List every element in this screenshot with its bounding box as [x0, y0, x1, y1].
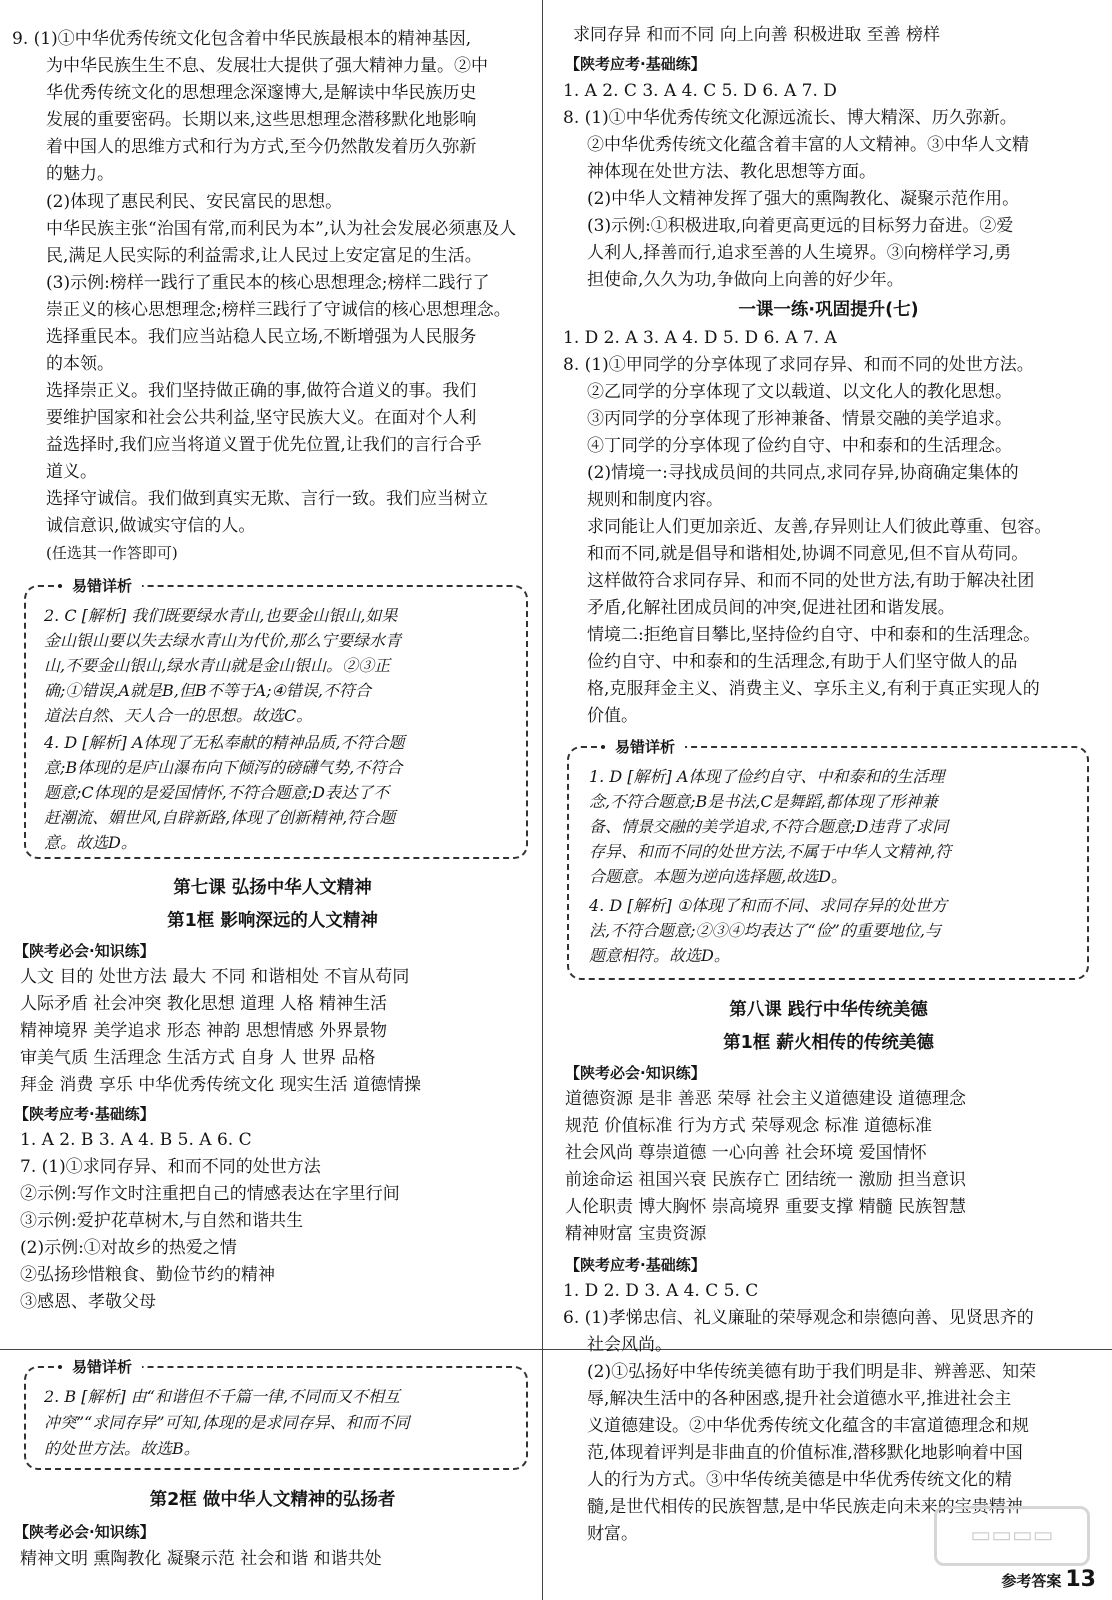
text-line: 中华民族主张“治国有常,而利民为本”,认为社会发展必须惠及人 — [46, 219, 517, 239]
text-line: 民,满足人民实际的利益需求,让人民过上安定富足的生活。 — [46, 246, 482, 266]
answer-line: 辱,解决生活中的各种困惑,提升社会道德水平,推进社会主 — [587, 1389, 1012, 1409]
answer-line: 人的行为方式。③中华传统美德是中华优秀传统文化的精 — [587, 1470, 1012, 1490]
box-title: 易错详析 — [62, 575, 142, 596]
answer-line: 8. (1)①中华优秀传统文化源远流长、博大精深、历久弥新。 — [563, 108, 1017, 128]
keyword-line: 人文 目的 处世方法 最大 不同 和谐相处 不盲从苟同 — [20, 967, 410, 987]
section-tag: 【陕考应考·基础练】 — [14, 1105, 155, 1123]
answer-line: 7. (1)①求同存异、和而不同的处世方法 — [20, 1157, 321, 1177]
frame-title: 第1框 影响深远的人文精神 — [167, 911, 378, 931]
section-tag: 【陕考应考·基础练】 — [565, 1256, 706, 1274]
box-line: 2. C [解析] 我们既要绿水青山,也要金山银山,如果 — [44, 606, 398, 625]
answer-line: ③丙同学的分享体现了形神兼备、情景交融的美学追求。 — [587, 409, 1012, 429]
keyword-line: 前途命运 祖国兴衰 民族存亡 团结统一 激励 担当意识 — [565, 1170, 967, 1190]
box-line: 1. D [解析] A体现了俭约自守、中和泰和的生活理 — [589, 767, 945, 786]
error-analysis-box — [24, 1358, 528, 1470]
box-line: 4. D [解析] A体现了无私奉献的精神品质,不符合题 — [44, 733, 405, 752]
answer-line: 社会风尚。 — [587, 1335, 672, 1355]
answer-line: 义道德建设。②中华优秀传统文化蕴含的丰富道德理念和规 — [587, 1416, 1029, 1436]
answer-line: 担使命,久久为功,争做向上向善的好少年。 — [587, 270, 904, 290]
keyword-line: 道德资源 是非 善恶 荣辱 社会主义道德建设 道德理念 — [565, 1089, 967, 1109]
box-line: 的处世方法。故选B。 — [44, 1439, 200, 1458]
box-line: 法,不符合题意;②③④均表达了“俭”的重要地位,与 — [589, 921, 941, 940]
answer-line: 1. D 2. D 3. A 4. C 5. C — [563, 1281, 759, 1301]
keyword-line: 社会风尚 尊崇道德 一心向善 社会环境 爱国情怀 — [565, 1143, 927, 1163]
text-line: 要维护国家和社会公共利益,坚守民族大义。在面对个人利 — [46, 408, 477, 428]
answer-line: 求同能让人们更加亲近、友善,存异则让人们彼此尊重、包容。 — [587, 517, 1052, 537]
text-line: 选择崇正义。我们坚持做正确的事,做符合道义的事。我们 — [46, 381, 477, 401]
box-line: 4. D [解析] ①体现了和而不同、求同存异的处世方 — [589, 896, 948, 915]
text-line: (3)示例:榜样一践行了重民本的核心思想理念;榜样二践行了 — [46, 273, 490, 293]
box-line: 意。故选D。 — [44, 833, 137, 852]
keyword-line: 求同存异 和而不同 向上向善 积极进取 至善 榜样 — [573, 25, 941, 45]
answer-line: 1. D 2. A 3. A 4. D 5. D 6. A 7. A — [563, 328, 837, 348]
box-line: 题意相符。故选D。 — [589, 946, 730, 965]
box-line: 合题意。本题为逆向选择题,故选D。 — [589, 867, 847, 886]
text-line: 的魅力。 — [46, 164, 114, 184]
box-line: 确;①错误,A就是B,但B不等于A;④错误,不符合 — [44, 681, 372, 700]
answer-line: 情境二:拒绝盲目攀比,坚持俭约自守、中和泰和的生活理念。 — [587, 625, 1041, 645]
answer-line: ②中华优秀传统文化蕴含着丰富的人文精神。③中华人文精 — [587, 135, 1029, 155]
text-line: 诚信意识,做诚实守信的人。 — [46, 516, 256, 536]
box-line: 意;B体现的是庐山瀑布向下倾泻的磅礴气势,不符合 — [44, 758, 403, 777]
answer-line: 价值。 — [587, 706, 638, 726]
answer-line: 髓,是世代相传的民族智慧,是中华民族走向未来的宝贵精神 — [587, 1497, 1023, 1517]
box-line: 念,不符合题意;B是书法,C是舞蹈,都体现了形神兼 — [589, 792, 938, 811]
section-tag: 【陕考应考·基础练】 — [565, 55, 706, 73]
text-line: 的本领。 — [46, 354, 114, 374]
answer-line: (2)示例:①对故乡的热爱之情 — [20, 1238, 237, 1258]
text-line: 着中国人的思维方式和行为方式,至今仍然散发着历久弥新 — [46, 137, 477, 157]
error-analysis-box — [567, 738, 1089, 980]
lesson-title: 第七课 弘扬中华人文精神 — [173, 878, 372, 898]
answer-line: (2)①弘扬好中华传统美德有助于我们明是非、辨善恶、知荣 — [587, 1362, 1037, 1382]
section-tag: 【陕考必会·知识练】 — [14, 1523, 155, 1541]
answer-line: 矛盾,化解社团成员间的冲突,促进社团和谐发展。 — [587, 598, 955, 618]
box-line: 冲突”“求同存异”可知,体现的是求同存异、和而不同 — [44, 1413, 410, 1432]
section-divider — [0, 1349, 1112, 1350]
text-line: 华优秀传统文化的思想理念深邃博大,是解读中华民族历史 — [46, 83, 477, 103]
answer-line: 财富。 — [587, 1524, 638, 1544]
answer-line: 6. (1)孝悌忠信、礼义廉耻的荣辱观念和崇德向善、见贤思齐的 — [563, 1308, 1034, 1328]
answer-line: (3)示例:①积极进取,向着更高更远的目标努力奋进。②爱 — [587, 216, 1014, 236]
answer-line: 格,克服拜金主义、消费主义、享乐主义,有利于真正实现人的 — [587, 679, 1040, 699]
box-title: 易错详析 — [62, 1356, 142, 1377]
text-line: (任选其一作答即可) — [46, 544, 178, 562]
text-line: 崇正义的核心思想理念;榜样三践行了守诚信的核心思想理念。 — [46, 300, 511, 320]
text-line: 选择守诚信。我们做到真实无欺、言行一致。我们应当树立 — [46, 489, 488, 509]
answer-line: 规则和制度内容。 — [587, 490, 723, 510]
keyword-line: 人伦职责 博大胸怀 崇高境界 重要支撑 精髓 民族智慧 — [565, 1197, 967, 1217]
keyword-line: 规范 价值标准 行为方式 荣辱观念 标准 道德标准 — [565, 1116, 933, 1136]
text-line: 9. (1)①中华优秀传统文化包含着中华民族最根本的精神基因, — [12, 29, 472, 49]
watermark: ▭▭▭▭ — [934, 1506, 1090, 1566]
answer-line: 8. (1)①甲同学的分享体现了求同存异、和而不同的处世方法。 — [563, 355, 1034, 375]
review-title: 一课一练·巩固提升(七) — [738, 300, 919, 320]
keyword-line: 精神财富 宝贵资源 — [565, 1224, 707, 1244]
answer-line: ③示例:爱护花草树木,与自然和谐共生 — [20, 1211, 304, 1231]
frame-title: 第2框 做中华人文精神的弘扬者 — [149, 1490, 396, 1510]
text-line: 选择重民本。我们应当站稳人民立场,不断增强为人民服务 — [46, 327, 477, 347]
answer-line: 和而不同,就是倡导和谐相处,协调不同意见,但不盲从苟同。 — [587, 544, 1029, 564]
answer-line: ②弘扬珍惜粮食、勤俭节约的精神 — [20, 1265, 275, 1285]
keyword-line: 人际矛盾 社会冲突 教化思想 道理 人格 精神生活 — [20, 994, 388, 1014]
box-line: 备、情景交融的美学追求,不符合题意;D违背了求同 — [589, 817, 949, 836]
text-line: 发展的重要密码。长期以来,这些思想理念潜移默化地影响 — [46, 110, 477, 130]
text-line: 益选择时,我们应当将道义置于优先位置,让我们的言行合乎 — [46, 435, 482, 455]
answer-line: ④丁同学的分享体现了俭约自守、中和泰和的生活理念。 — [587, 436, 1012, 456]
footer-label: 参考答案 — [1001, 1572, 1062, 1590]
box-line: 赶潮流、媚世风,自辟新路,体现了创新精神,符合题 — [44, 808, 396, 827]
answer-line: ②示例:写作文时注重把自己的情感表达在字里行间 — [20, 1184, 400, 1204]
box-title: 易错详析 — [605, 736, 685, 757]
text-line: 为中华民族生生不息、发展壮大提供了强大精神力量。②中 — [46, 56, 488, 76]
keyword-line: 精神文明 熏陶教化 凝聚示范 社会和谐 和谐共处 — [20, 1549, 382, 1569]
column-divider — [542, 0, 543, 1600]
answer-line: 俭约自守、中和泰和的生活理念,有助于人们坚守做人的品 — [587, 652, 1018, 672]
box-line: 题意;C体现的是爱国情怀,不符合题意;D表达了不 — [44, 783, 389, 802]
answer-line: 1. A 2. B 3. A 4. B 5. A 6. C — [20, 1130, 252, 1150]
error-analysis-box — [24, 577, 528, 859]
answer-line: ②乙同学的分享体现了文以载道、以文化人的教化思想。 — [587, 382, 1012, 402]
answer-line: 1. A 2. C 3. A 4. C 5. D 6. A 7. D — [563, 81, 837, 101]
frame-title: 第1框 薪火相传的传统美德 — [723, 1033, 934, 1053]
lesson-title: 第八课 践行中华传统美德 — [729, 1000, 928, 1020]
answer-line: 神体现在处世方法、教化思想等方面。 — [587, 162, 876, 182]
box-line: 道法自然、天人合一的思想。故选C。 — [44, 706, 313, 725]
answer-line: (2)情境一:寻找成员间的共同点,求同存异,协商确定集体的 — [587, 463, 1019, 483]
section-tag: 【陕考必会·知识练】 — [565, 1064, 706, 1082]
keyword-line: 拜金 消费 享乐 中华优秀传统文化 现实生活 道德情操 — [20, 1075, 422, 1095]
answer-line: 人利人,择善而行,追求至善的人生境界。③向榜样学习,勇 — [587, 243, 1012, 263]
box-line: 金山银山要以失去绿水青山为代价,那么宁要绿水青 — [44, 631, 402, 650]
answer-line: (2)中华人文精神发挥了强大的熏陶教化、凝聚示范作用。 — [587, 189, 1020, 209]
page-number: 13 — [1065, 1567, 1096, 1592]
box-line: 山,不要金山银山,绿水青山就是金山银山。②③正 — [44, 656, 391, 675]
page-footer — [1001, 1567, 1096, 1592]
keyword-line: 精神境界 美学追求 形态 神韵 思想情感 外界景物 — [20, 1021, 388, 1041]
answer-line: 范,体现着评判是非曲直的价值标准,潜移默化地影响着中国 — [587, 1443, 1023, 1463]
answer-line: ③感恩、孝敬父母 — [20, 1292, 156, 1312]
box-line: 存异、和而不同的处世方法,不属于中华人文精神,符 — [589, 842, 952, 861]
section-tag: 【陕考必会·知识练】 — [14, 942, 155, 960]
text-line: 道义。 — [46, 462, 97, 482]
text-line: (2)体现了惠民利民、安民富民的思想。 — [46, 192, 343, 212]
keyword-line: 审美气质 生活理念 生活方式 自身 人 世界 品格 — [20, 1048, 376, 1068]
answer-line: 这样做符合求同存异、和而不同的处世方法,有助于解决社团 — [587, 571, 1035, 591]
box-line: 2. B [解析] 由“和谐但不千篇一律,不同而又不相互 — [44, 1387, 401, 1406]
